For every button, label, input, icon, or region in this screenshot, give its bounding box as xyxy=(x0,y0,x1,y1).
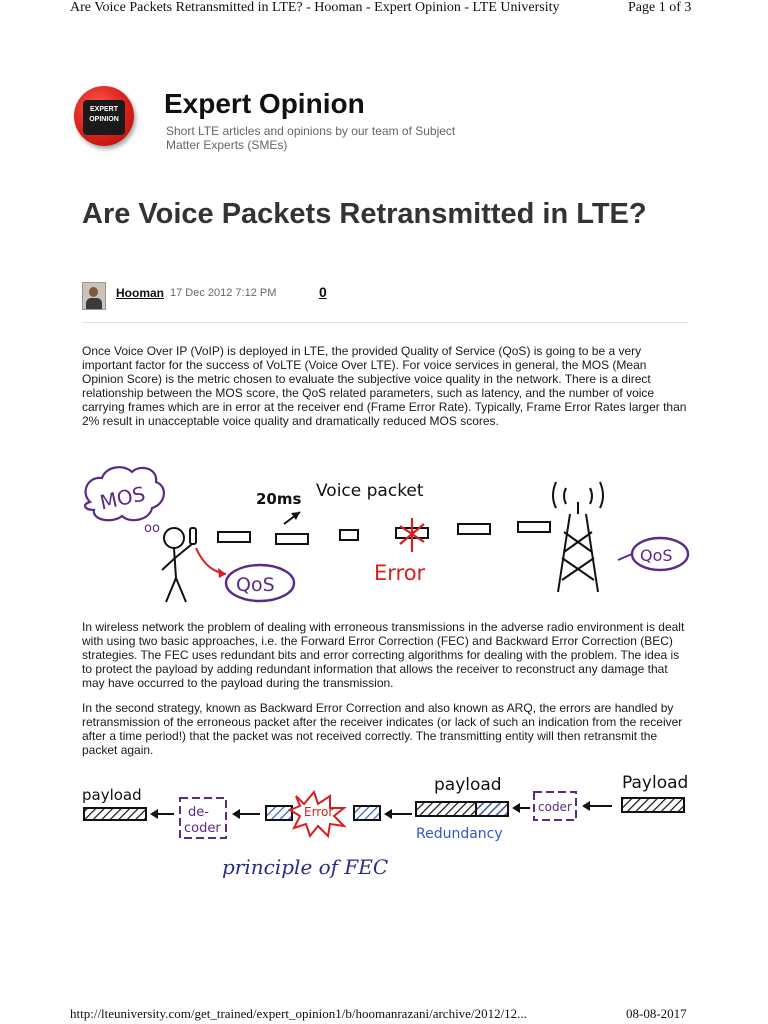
paragraph-bec: In the second strategy, known as Backward Error Correction and also known as ARQ, the errors are handled by retransmission of the erroneous packet after the receiver indicates (or lack of such an indication from the receiver after a time period!) that the packet was not received correctly. The transmitting entity will then retransmit the packet again. xyxy=(82,701,683,757)
avatar-body xyxy=(86,298,102,309)
error-burst xyxy=(400,518,424,552)
arrow-head-encoded xyxy=(512,803,520,813)
paragraph-fec: In wireless network the problem of dealing with erroneous transmissions in the adverse radio environment is dealt with using two basic approaches, i.e. the Forward Error Correction (FEC) and Backward Error Correction (BEC) strategies. The FEC uses redundant bits and error correcting algorithms for dealing with the problem. The idea is to protect the payload by adding redundant information that allows the receiver to reconstruct any damage that may have occurred to the payload during the transmission. xyxy=(82,620,685,690)
payload-encoded-label: payload xyxy=(434,775,502,795)
avatar-head xyxy=(89,287,98,297)
expert-opinion-logo[interactable] xyxy=(74,86,134,146)
cell-tower-icon xyxy=(553,482,603,592)
connector-right xyxy=(618,554,632,560)
packet-1 xyxy=(218,532,250,542)
decoder-label-line1: de- xyxy=(188,805,209,820)
payload-output-label: payload xyxy=(82,786,142,804)
decoder-label-line2: coder xyxy=(184,821,221,836)
blog-header xyxy=(74,86,694,156)
fec-caption: principle of FEC xyxy=(222,855,389,879)
print-footer-date: 08-08-2017 xyxy=(626,1006,687,1021)
packet-2 xyxy=(276,534,308,544)
timing-label: 20ms xyxy=(256,490,302,508)
received-packet-left xyxy=(266,806,292,820)
stick-figure-person xyxy=(162,528,196,602)
qos-label-left: QoS xyxy=(236,574,275,596)
mos-label: MOS xyxy=(97,481,148,515)
post-date: 17 Dec 2012 7:12 PM xyxy=(170,287,277,299)
print-header-title: Are Voice Packets Retransmitted in LTE? - Hooman - Expert Opinion - LTE University xyxy=(70,0,560,15)
packet-6 xyxy=(518,522,550,532)
print-header xyxy=(0,0,768,18)
author-avatar[interactable] xyxy=(82,282,106,310)
print-header-page: Page 1 of 3 xyxy=(628,0,692,15)
paragraph-intro: Once Voice Over IP (VoIP) is deployed in LTE, the provided Quality of Service (QoS) is going to be a very important factor for the success of VoLTE (Voice Over LTE). For voice services in general, the MOS (Mean Opinion Score) is the metric chosen to evaluate the subjective voice quality in the network. There is a direct relationship between the MOS score, the QoS related parameters, such as latency, and the number of voice carrying frames which are in error at the receiver end (Frame Error Rate). Typically, Frame Error Rates larger than 2% result in unacceptable voice quality and dramatically reduced MOS scores. xyxy=(82,344,687,428)
packet-5 xyxy=(458,524,490,534)
voice-packet-label: Voice packet xyxy=(316,481,424,501)
author-link[interactable]: Hooman xyxy=(116,286,164,300)
arrow-head-channel xyxy=(384,809,392,819)
error-label: Error xyxy=(374,561,426,585)
figure-fec-principle-diagram xyxy=(78,766,694,882)
comment-count-link[interactable]: 0 xyxy=(319,284,327,300)
payload-output-block xyxy=(84,808,146,820)
arrow-head-coder xyxy=(582,801,590,811)
arrow-to-qos xyxy=(196,548,226,574)
redundancy-label: Redundancy xyxy=(416,826,503,842)
arrow-head-output xyxy=(150,809,158,819)
post-title: Are Voice Packets Retransmitted in LTE? xyxy=(82,198,647,230)
qos-label-right: QoS xyxy=(640,546,673,565)
logo-badge xyxy=(83,100,125,135)
error-burst-label: Error xyxy=(304,805,334,819)
thought-bubbles: oo xyxy=(144,521,160,536)
post-byline xyxy=(82,282,688,323)
blog-tagline: Short LTE articles and opinions by our team of Subject Matter Experts (SMEs) xyxy=(166,124,456,152)
print-footer-url[interactable]: http://lteuniversity.com/get_trained/expert_opinion1/b/hoomanrazani/archive/2012/12... xyxy=(70,1006,527,1021)
logo-text-line2: OPINION xyxy=(89,116,119,123)
redundancy-bits-block xyxy=(476,802,508,816)
logo-text-line1: EXPERT xyxy=(89,106,118,113)
payload-input-label: Payload xyxy=(622,773,689,793)
figure-voice-packet-diagram xyxy=(78,462,694,610)
coder-label: coder xyxy=(538,800,572,814)
received-packet-right xyxy=(354,806,380,820)
packet-stream xyxy=(218,522,550,544)
print-footer xyxy=(0,1006,768,1024)
blog-title[interactable]: Expert Opinion xyxy=(164,88,365,119)
packet-3 xyxy=(340,530,358,540)
arrow-head-decoder xyxy=(232,809,240,819)
payload-input-block xyxy=(622,798,684,812)
